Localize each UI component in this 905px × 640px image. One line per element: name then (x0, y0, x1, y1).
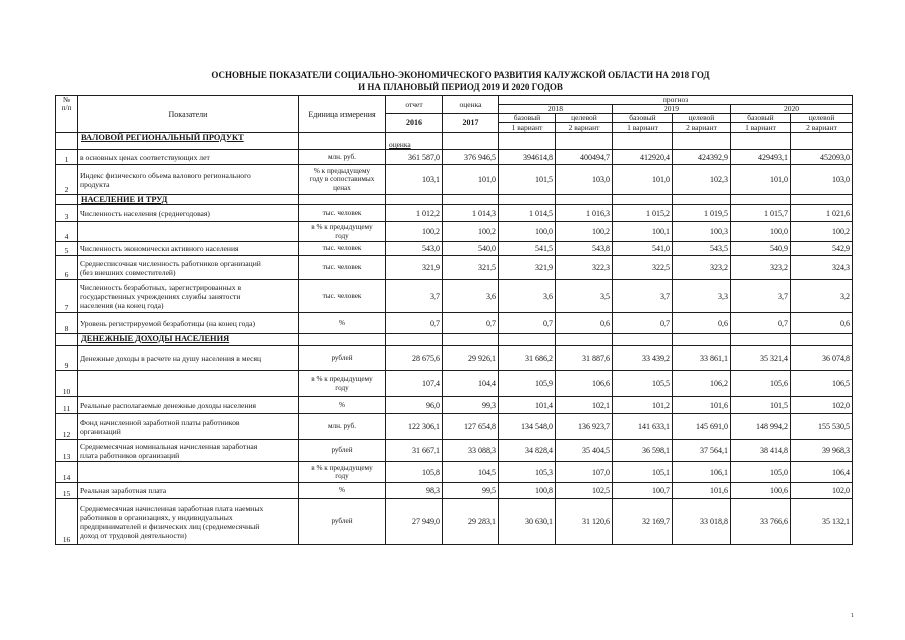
empty-cell (499, 334, 556, 346)
empty-cell (613, 195, 673, 205)
value-2019-target: 37 564,1 (673, 440, 731, 462)
value-2019-target: 543,5 (673, 242, 731, 256)
value-2020-base: 100,6 (731, 483, 791, 499)
value-2019-base: 101,0 (613, 165, 673, 195)
empty-cell (673, 195, 731, 205)
value-2018-base: 100,8 (499, 483, 556, 499)
value-2017-estimate: 540,0 (443, 242, 499, 256)
value-2018-base: 34 828,4 (499, 440, 556, 462)
value-2020-target: 324,3 (791, 256, 853, 280)
value-2019-base: 1 015,2 (613, 205, 673, 222)
table-row (56, 313, 853, 334)
table-row (56, 346, 853, 371)
empty-cell (673, 334, 731, 346)
header-2018-target: целевой (556, 114, 613, 123)
row-number: 7 (56, 280, 78, 313)
value-2017-estimate: 33 088,3 (443, 440, 499, 462)
empty-cell (299, 195, 386, 205)
value-2019-base: 36 598,1 (613, 440, 673, 462)
value-2016-report: 28 675,6 (386, 346, 443, 371)
row-number: 3 (56, 205, 78, 222)
indicator-label: Численность безработных, зарегистрированных в государственных учреждениях службы занятости населения (на конец года) (78, 280, 299, 313)
value-2019-base: 322,5 (613, 256, 673, 280)
table-row (56, 280, 853, 313)
header-2020-target: целевой (791, 114, 853, 123)
value-2019-target: 424392,9 (673, 150, 731, 165)
indicator-label (78, 222, 299, 242)
empty-cell (731, 195, 791, 205)
unit-cell: рублей (299, 346, 386, 371)
value-2019-base: 100,7 (613, 483, 673, 499)
value-2018-base: 101,4 (499, 397, 556, 414)
value-2017-estimate: 104,4 (443, 371, 499, 397)
value-2017-estimate: 127 654,8 (443, 414, 499, 440)
value-2020-target: 1 021,6 (791, 205, 853, 222)
value-2020-target: 102,0 (791, 397, 853, 414)
value-2016-report: 98,3 (386, 483, 443, 499)
row-number: 6 (56, 256, 78, 280)
value-2019-base: 412920,4 (613, 150, 673, 165)
value-2020-base: 323,2 (731, 256, 791, 280)
value-2018-base: 134 548,0 (499, 414, 556, 440)
empty-cell (791, 195, 853, 205)
value-2016-report: 321,9 (386, 256, 443, 280)
value-2016-report: 543,0 (386, 242, 443, 256)
header-2019-variant-1: 1 вариант (613, 123, 673, 133)
header-2020-variant-2: 2 вариант (791, 123, 853, 133)
row-number: 1 (56, 150, 78, 165)
empty-cell (731, 133, 791, 150)
value-2019-target: 33 861,1 (673, 346, 731, 371)
empty-cell (556, 133, 613, 150)
value-2018-target: 31 120,6 (556, 499, 613, 545)
value-2020-target: 106,4 (791, 462, 853, 483)
table-row (56, 242, 853, 256)
value-2018-target: 102,5 (556, 483, 613, 499)
header-report-year: 2016 (386, 114, 443, 133)
indicator-label: в основных ценах соответствующих лет (78, 150, 299, 165)
value-2017-estimate: 1 014,3 (443, 205, 499, 222)
value-2020-base: 101,5 (731, 397, 791, 414)
document-title (62, 69, 859, 93)
section-title: ДЕНЕЖНЫЕ ДОХОДЫ НАСЕЛЕНИЯ (78, 334, 299, 346)
value-2017-estimate: 99,3 (443, 397, 499, 414)
indicator-label: Уровень регистрируемой безработицы (на конец года) (78, 313, 299, 334)
unit-cell: тыс. человек (299, 242, 386, 256)
header-2019-target: целевой (673, 114, 731, 123)
value-2018-base: 541,5 (499, 242, 556, 256)
row-number: 13 (56, 440, 78, 462)
value-2017-estimate: 100,2 (443, 222, 499, 242)
value-2016-report: 105,8 (386, 462, 443, 483)
value-2020-target: 155 530,5 (791, 414, 853, 440)
header-2020-base: базовый (731, 114, 791, 123)
value-2018-base: 31 686,2 (499, 346, 556, 371)
value-2018-base: 105,3 (499, 462, 556, 483)
value-2020-base: 429493,1 (731, 150, 791, 165)
value-2020-target: 0,6 (791, 313, 853, 334)
value-2018-base: 3,6 (499, 280, 556, 313)
value-2019-base: 105,5 (613, 371, 673, 397)
indicator-label: Среднесписочная численность работников организаций (без внешних совместителей) (78, 256, 299, 280)
value-2017-estimate: 376 946,5 (443, 150, 499, 165)
value-2019-target: 145 691,0 (673, 414, 731, 440)
empty-cell (386, 334, 443, 346)
table-row (56, 499, 853, 545)
value-2016-report: 27 949,0 (386, 499, 443, 545)
indicator-label: Индекс физического объема валового регионального продукта (78, 165, 299, 195)
row-number: 2 (56, 165, 78, 195)
value-2018-base: 0,7 (499, 313, 556, 334)
value-2019-target: 100,3 (673, 222, 731, 242)
value-2016-report: 0,7 (386, 313, 443, 334)
value-2019-target: 101,6 (673, 483, 731, 499)
value-2018-target: 31 887,6 (556, 346, 613, 371)
value-2020-base: 1 015,7 (731, 205, 791, 222)
value-2018-target: 100,2 (556, 222, 613, 242)
value-2019-target: 106,2 (673, 371, 731, 397)
unit-cell: млн. руб. (299, 414, 386, 440)
section-title: НАСЕЛЕНИЕ И ТРУД (78, 195, 299, 205)
value-2018-target: 0,6 (556, 313, 613, 334)
value-2018-target: 107,0 (556, 462, 613, 483)
row-number: 16 (56, 499, 78, 545)
value-2018-base: 321,9 (499, 256, 556, 280)
row-number: 10 (56, 371, 78, 397)
empty-cell (673, 133, 731, 150)
value-2019-target: 3,3 (673, 280, 731, 313)
value-2016-report: 361 587,0 (386, 150, 443, 165)
value-2020-target: 452093,0 (791, 150, 853, 165)
unit-cell: % (299, 397, 386, 414)
section-row (56, 334, 853, 346)
value-2019-base: 101,2 (613, 397, 673, 414)
value-2019-target: 0,6 (673, 313, 731, 334)
value-2016-report: 100,2 (386, 222, 443, 242)
value-2016-report: 96,0 (386, 397, 443, 414)
value-2018-base: 30 630,1 (499, 499, 556, 545)
value-2019-target: 102,3 (673, 165, 731, 195)
empty-cell (443, 334, 499, 346)
empty-cell (299, 133, 386, 150)
table-row (56, 440, 853, 462)
value-2019-target: 106,1 (673, 462, 731, 483)
value-2018-target: 3,5 (556, 280, 613, 313)
indicator-label: Среднемесячная начисленная заработная плата наемных работников в организациях, у индивидуальных предпринимателей и физических лиц (среднемесячный доход от трудовой деятельности) (78, 499, 299, 545)
row-number: 14 (56, 462, 78, 483)
header-estimate-year: 2017 (443, 114, 499, 133)
value-2020-base: 33 766,6 (731, 499, 791, 545)
value-2018-target: 322,3 (556, 256, 613, 280)
indicator-label: Денежные доходы в расчете на душу населения в месяц (78, 346, 299, 371)
value-2018-base: 100,0 (499, 222, 556, 242)
section-title: ВАЛОВОЙ РЕГИОНАЛЬНЫЙ ПРОДУКТ (78, 133, 299, 150)
unit-cell: тыс. человек (299, 205, 386, 222)
value-2018-target: 35 404,5 (556, 440, 613, 462)
header-report: отчет (386, 96, 443, 114)
table-row (56, 165, 853, 195)
value-2020-target: 35 132,1 (791, 499, 853, 545)
header-2018-variant-2: 2 вариант (556, 123, 613, 133)
document-title-line-2: И НА ПЛАНОВЫЙ ПЕРИОД 2019 И 2020 ГОДОВ (358, 82, 563, 92)
value-2019-base: 33 439,2 (613, 346, 673, 371)
indicator-label (78, 371, 299, 397)
header-forecast: прогноз (499, 96, 853, 105)
table-row (56, 397, 853, 414)
header-year-2020: 2020 (731, 105, 853, 114)
unit-cell: % к предыдущему году в сопоставимых ценах (299, 165, 386, 195)
indicator-label: Численность экономически активного населения (78, 242, 299, 256)
unit-cell: тыс. человек (299, 256, 386, 280)
value-2017-estimate: 29 926,1 (443, 346, 499, 371)
empty-cell (56, 334, 78, 346)
value-2019-base: 0,7 (613, 313, 673, 334)
row-number: 9 (56, 346, 78, 371)
value-2018-target: 103,0 (556, 165, 613, 195)
section-row (56, 133, 853, 150)
value-2016-report: 1 012,2 (386, 205, 443, 222)
empty-cell (613, 334, 673, 346)
unit-cell: в % к предыдущему году (299, 222, 386, 242)
header-estimate: оценка (443, 96, 499, 114)
value-2016-report: 31 667,1 (386, 440, 443, 462)
value-2017-estimate: 29 283,1 (443, 499, 499, 545)
row-number: 12 (56, 414, 78, 440)
value-2017-estimate: 0,7 (443, 313, 499, 334)
header-2018-variant-1: 1 вариант (499, 123, 556, 133)
header-2018-base: базовый (499, 114, 556, 123)
empty-cell (613, 133, 673, 150)
header-2020-variant-1: 1 вариант (731, 123, 791, 133)
value-2017-estimate: 99,5 (443, 483, 499, 499)
unit-cell: в % к предыдущему году (299, 462, 386, 483)
value-2017-estimate: 104,5 (443, 462, 499, 483)
value-2018-target: 136 923,7 (556, 414, 613, 440)
value-2020-base: 100,0 (731, 222, 791, 242)
header-unit: Единица измерения (299, 96, 386, 133)
value-2019-base: 32 169,7 (613, 499, 673, 545)
table-row (56, 462, 853, 483)
value-2019-base: 105,1 (613, 462, 673, 483)
indicator-label (78, 462, 299, 483)
value-2020-base: 3,7 (731, 280, 791, 313)
unit-cell: % (299, 313, 386, 334)
value-2020-target: 36 074,8 (791, 346, 853, 371)
indicators-table (55, 95, 853, 545)
value-2020-base: 148 994,2 (731, 414, 791, 440)
value-2019-target: 33 018,8 (673, 499, 731, 545)
value-2020-base: 0,7 (731, 313, 791, 334)
value-2018-target: 1 016,3 (556, 205, 613, 222)
value-2018-target: 106,6 (556, 371, 613, 397)
unit-cell: в % к предыдущему году (299, 371, 386, 397)
value-2019-base: 100,1 (613, 222, 673, 242)
indicator-label: Среднемесячная номинальная начисленная заработная плата работников организаций (78, 440, 299, 462)
row-number: 15 (56, 483, 78, 499)
value-2017-estimate: 101,0 (443, 165, 499, 195)
table-row (56, 150, 853, 165)
empty-cell (443, 133, 499, 150)
header-indicator: Показатели (78, 96, 299, 133)
empty-cell (731, 334, 791, 346)
value-2019-target: 323,2 (673, 256, 731, 280)
table-row (56, 222, 853, 242)
empty-cell (791, 334, 853, 346)
unit-cell: млн. руб. (299, 150, 386, 165)
value-2020-base: 105,0 (731, 462, 791, 483)
header-number: № п/п (56, 96, 78, 133)
value-2020-target: 542,9 (791, 242, 853, 256)
header-year-2019: 2019 (613, 105, 731, 114)
value-2019-target: 101,6 (673, 397, 731, 414)
value-2018-base: 101,5 (499, 165, 556, 195)
unit-cell: рублей (299, 440, 386, 462)
value-2020-target: 102,0 (791, 483, 853, 499)
table-row (56, 205, 853, 222)
value-2019-target: 1 019,5 (673, 205, 731, 222)
indicator-label: Численность населения (среднегодовая) (78, 205, 299, 222)
value-2016-report: 107,4 (386, 371, 443, 397)
empty-cell (556, 334, 613, 346)
value-2018-target: 102,1 (556, 397, 613, 414)
section-row (56, 195, 853, 205)
row-number: 8 (56, 313, 78, 334)
row-number: 4 (56, 222, 78, 242)
header-2019-variant-2: 2 вариант (673, 123, 731, 133)
empty-cell (499, 195, 556, 205)
unit-cell: тыс. человек (299, 280, 386, 313)
table-body (56, 133, 853, 545)
value-2017-estimate: 3,6 (443, 280, 499, 313)
section-note: оценка (386, 133, 443, 150)
value-2020-target: 100,2 (791, 222, 853, 242)
value-2020-target: 39 968,3 (791, 440, 853, 462)
row-number: 11 (56, 397, 78, 414)
unit-cell: рублей (299, 499, 386, 545)
table-row (56, 483, 853, 499)
empty-cell (443, 195, 499, 205)
empty-cell (56, 195, 78, 205)
value-2018-base: 105,9 (499, 371, 556, 397)
value-2017-estimate: 321,5 (443, 256, 499, 280)
empty-cell (556, 195, 613, 205)
document-title-line-1: ОСНОВНЫЕ ПОКАЗАТЕЛИ СОЦИАЛЬНО-ЭКОНОМИЧЕСКОГО РАЗВИТИЯ КАЛУЖСКОЙ ОБЛАСТИ НА 2018 ГОД (211, 70, 710, 80)
value-2016-report: 122 306,1 (386, 414, 443, 440)
empty-cell (56, 133, 78, 150)
value-2018-base: 394614,8 (499, 150, 556, 165)
indicator-label: Реальные располагаемые денежные доходы населения (78, 397, 299, 414)
indicator-label: Фонд начисленной заработной платы работников организаций (78, 414, 299, 440)
header-year-2018: 2018 (499, 105, 613, 114)
value-2020-base: 540,9 (731, 242, 791, 256)
value-2020-target: 106,5 (791, 371, 853, 397)
value-2020-target: 3,2 (791, 280, 853, 313)
indicator-label: Реальная заработная плата (78, 483, 299, 499)
value-2018-target: 400494,7 (556, 150, 613, 165)
value-2020-target: 103,0 (791, 165, 853, 195)
value-2019-base: 3,7 (613, 280, 673, 313)
value-2016-report: 3,7 (386, 280, 443, 313)
value-2016-report: 103,1 (386, 165, 443, 195)
table-row (56, 414, 853, 440)
header-2019-base: базовый (613, 114, 673, 123)
value-2020-base: 38 414,8 (731, 440, 791, 462)
empty-cell (386, 195, 443, 205)
empty-cell (791, 133, 853, 150)
empty-cell (499, 133, 556, 150)
value-2019-base: 141 633,1 (613, 414, 673, 440)
value-2020-base: 101,0 (731, 165, 791, 195)
value-2018-base: 1 014,5 (499, 205, 556, 222)
table-row (56, 371, 853, 397)
empty-cell (299, 334, 386, 346)
value-2019-base: 541,0 (613, 242, 673, 256)
page-number: 1 (851, 613, 854, 619)
value-2020-base: 35 321,4 (731, 346, 791, 371)
row-number: 5 (56, 242, 78, 256)
value-2020-base: 105,6 (731, 371, 791, 397)
value-2018-target: 543,8 (556, 242, 613, 256)
table-header (56, 96, 853, 133)
table-row (56, 256, 853, 280)
unit-cell: % (299, 483, 386, 499)
